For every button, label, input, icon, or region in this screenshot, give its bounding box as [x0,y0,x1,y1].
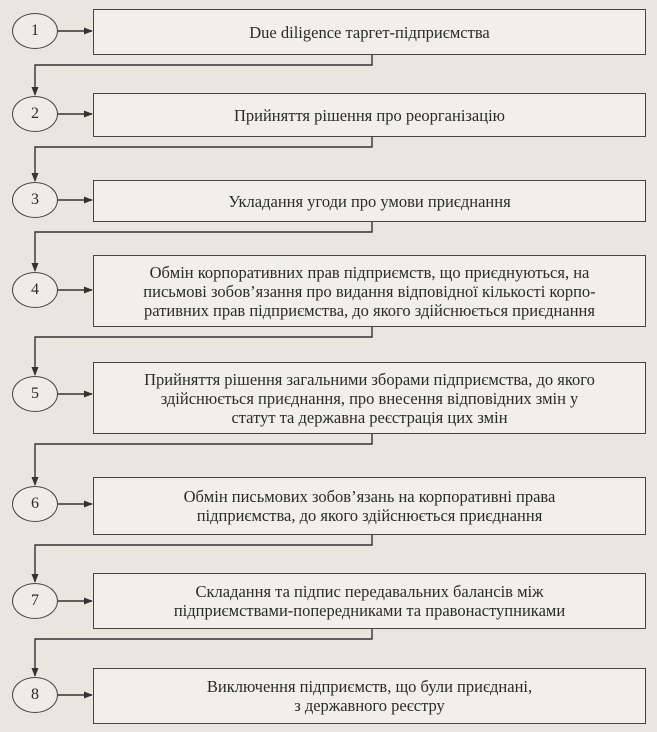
step-box [93,573,646,629]
step-number: 5 [31,385,39,402]
step-text: Складання та підпис передавальних балансів між підприємствами-попередниками та правонаступниками [173,582,566,620]
step-text: Обмін корпоративних прав підприємств, що приєднуються, на письмові зобов’язання про видання відповідної кількості корпо- ративних прав підприємства, до якого здійснюється приєднання [143,262,596,320]
step-number: 6 [31,495,39,512]
step-number-circle [12,583,58,619]
step-text: Виключення підприємств, що були приєднані, з державного реєстру [206,677,533,715]
step-number-circle [12,96,58,132]
step-number: 7 [31,592,39,609]
step-box [93,180,646,222]
step-text: Due diligence таргет-підприємства [249,22,490,42]
step-box [93,255,646,327]
connector-elbow [35,55,372,95]
step-box [93,477,646,535]
step-number-circle [12,13,58,49]
step-number-circle [12,486,58,522]
step-text: Прийняття рішення загальними зборами підприємства, до якого здійснюється приєднання, про внесення відповідних змін у статут та державна реєстрація цих змін [144,369,595,427]
step-number: 1 [31,22,39,39]
step-text: Прийняття рішення про реорганізацію [233,105,506,125]
step-number-circle [12,376,58,412]
step-number-circle [12,182,58,218]
connector-elbow [35,137,372,181]
step-text: Обмін письмових зобов’язань на корпоративні права підприємства, до якого здійснюється приєднання [183,487,556,525]
step-box [93,93,646,137]
step-box [93,668,646,724]
step-text: Укладання угоди про умови приєднання [228,191,511,211]
step-number-circle [12,272,58,308]
step-number-circle [12,677,58,713]
step-number: 8 [31,686,39,703]
step-number: 4 [31,281,39,298]
step-number: 3 [31,191,39,208]
step-box [93,9,646,55]
step-number: 2 [31,105,39,122]
step-box [93,362,646,434]
